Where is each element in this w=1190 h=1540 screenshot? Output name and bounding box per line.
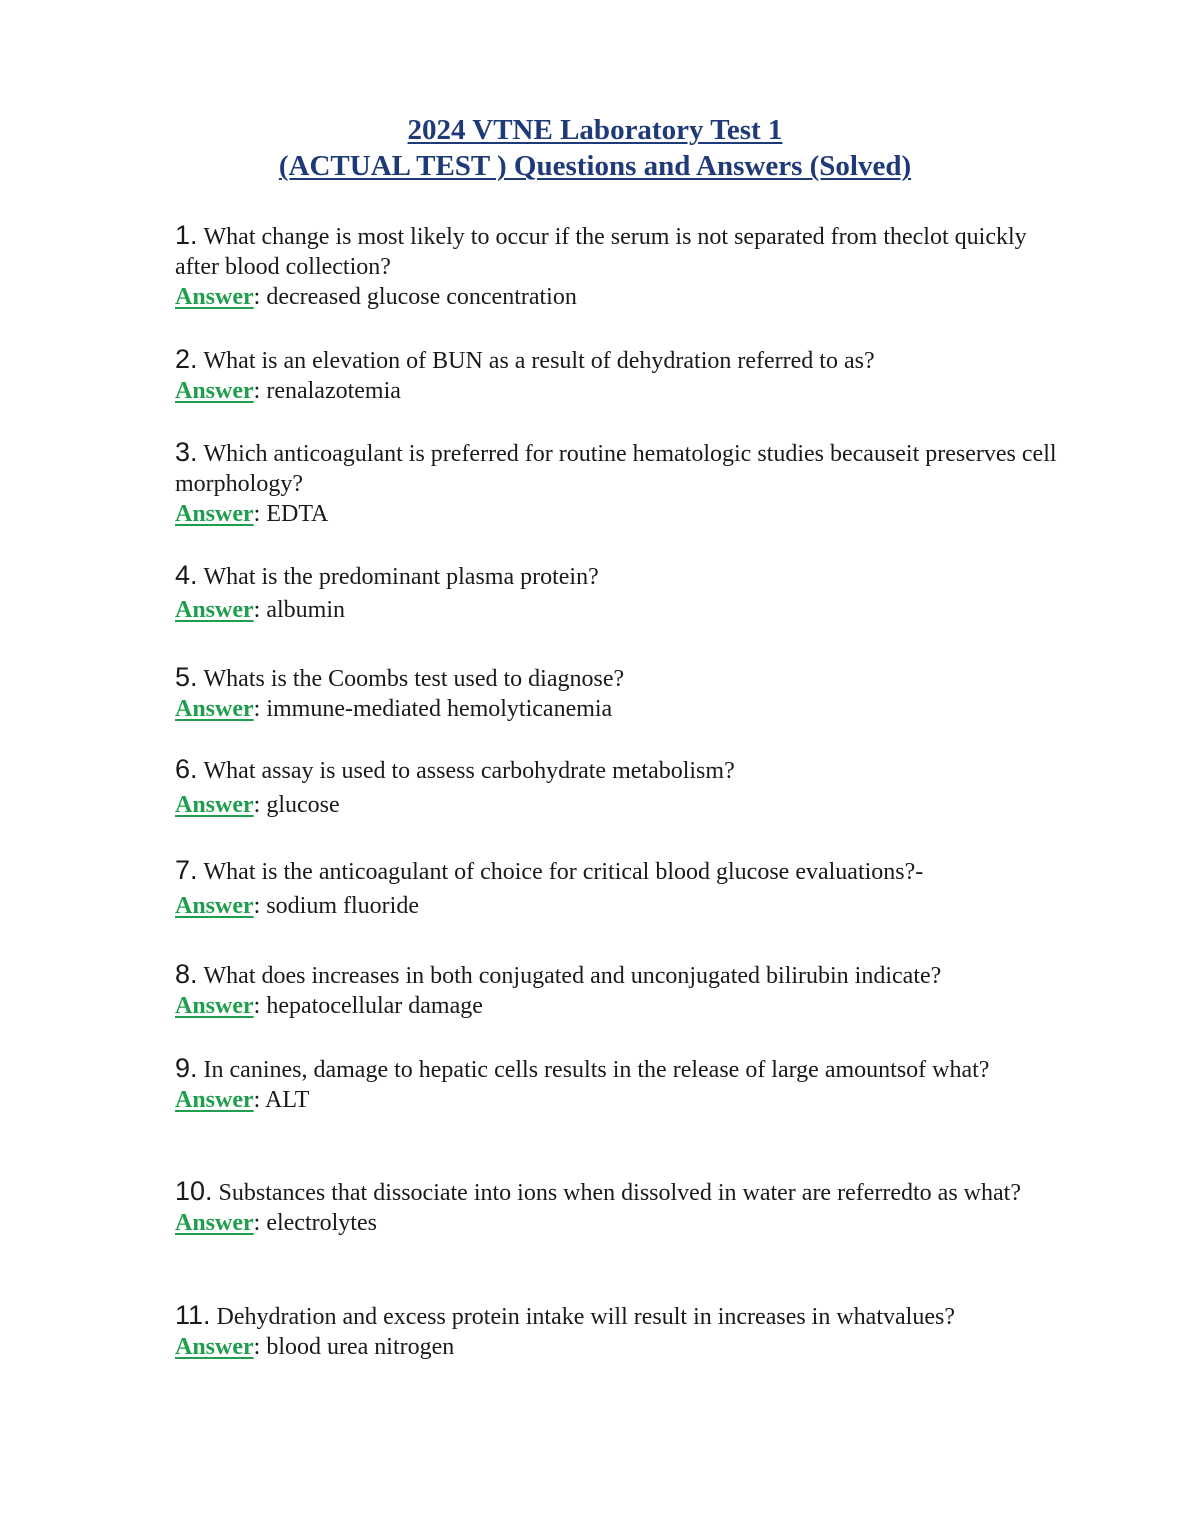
answer-line	[175, 694, 1075, 724]
answer-label: Answer	[175, 378, 254, 404]
answer-line	[175, 991, 1075, 1021]
answer-label: Answer	[175, 696, 254, 722]
question-item-9	[175, 1053, 1075, 1115]
question-item-10	[175, 1176, 1075, 1238]
answer-text: immune-mediated hemolyticanemia	[266, 696, 613, 722]
question-item-5	[175, 662, 1075, 724]
answer-text: ALT	[265, 1087, 310, 1113]
answer-separator: :	[253, 597, 261, 623]
answer-label: Answer	[175, 1087, 254, 1113]
question-text: Dehydration and excess protein intake will result in increases in whatvalues?	[216, 1304, 955, 1330]
answer-text: EDTA	[266, 501, 329, 527]
answer-label: Answer	[175, 284, 254, 310]
question-text: In canines, damage to hepatic cells results in the release of large amountsof what?	[203, 1057, 990, 1083]
answer-separator: :	[253, 993, 261, 1019]
answer-separator: :	[253, 696, 261, 722]
answer-separator: :	[253, 1210, 261, 1236]
answer-text: hepatocellular damage	[266, 993, 483, 1019]
answer-text: albumin	[266, 597, 345, 623]
answer-separator: :	[253, 284, 261, 310]
answer-line	[175, 376, 1075, 406]
question-text: Whats is the Coombs test used to diagnose?	[203, 666, 625, 692]
answer-text: blood urea nitrogen	[266, 1334, 455, 1360]
answer-label: Answer	[175, 893, 254, 919]
document-title	[0, 112, 1190, 184]
answer-line	[175, 499, 1075, 529]
question-number: 2.	[175, 344, 198, 374]
answer-separator: :	[253, 1334, 261, 1360]
question-text: What change is most likely to occur if the serum is not separated from theclot quickly after blood collection?	[175, 224, 1027, 280]
question-number: 8.	[175, 959, 198, 989]
question-item-1	[175, 220, 1075, 312]
question-number: 10.	[175, 1176, 213, 1206]
question-number: 1.	[175, 220, 198, 250]
question-item-3	[175, 437, 1075, 529]
question-text: What assay is used to assess carbohydrate metabolism?	[203, 758, 735, 784]
answer-label: Answer	[175, 1334, 254, 1360]
answer-text: glucose	[266, 792, 340, 818]
question-number: 6.	[175, 754, 198, 784]
title-line-2: (ACTUAL TEST ) Questions and Answers (Solved)	[278, 150, 912, 182]
answer-label: Answer	[175, 501, 254, 527]
question-number: 3.	[175, 437, 198, 467]
question-item-8	[175, 959, 1075, 1021]
answer-separator: :	[253, 893, 261, 919]
question-item-4	[175, 560, 1075, 625]
question-number: 4.	[175, 560, 198, 590]
answer-separator: :	[253, 378, 261, 404]
question-item-2	[175, 344, 1075, 406]
question-text: What does increases in both conjugated and unconjugated bilirubin indicate?	[203, 963, 942, 989]
answer-text: electrolytes	[266, 1210, 377, 1236]
answer-line	[175, 282, 1075, 312]
answer-line	[175, 1208, 1075, 1238]
answer-text: sodium fluoride	[266, 893, 419, 919]
answer-text: decreased glucose concentration	[266, 284, 577, 310]
answer-label: Answer	[175, 597, 254, 623]
answer-line	[175, 595, 1075, 625]
answer-separator: :	[253, 792, 261, 818]
question-item-11	[175, 1300, 1075, 1362]
title-line-1: 2024 VTNE Laboratory Test 1	[407, 114, 783, 146]
question-text: Which anticoagulant is preferred for routine hematologic studies becauseit preserves cell morphology?	[175, 441, 1057, 497]
question-item-6	[175, 754, 1075, 820]
answer-line	[175, 891, 1075, 921]
question-text: What is the anticoagulant of choice for critical blood glucose evaluations?-	[203, 859, 924, 885]
question-item-7	[175, 855, 1075, 921]
answer-label: Answer	[175, 993, 254, 1019]
question-number: 7.	[175, 855, 198, 885]
answer-text: renalazotemia	[266, 378, 401, 404]
question-text: Substances that dissociate into ions when dissolved in water are referredto as what?	[218, 1180, 1021, 1206]
question-number: 9.	[175, 1053, 198, 1083]
question-text: What is the predominant plasma protein?	[203, 564, 599, 590]
answer-line	[175, 1332, 1075, 1362]
question-number: 11.	[175, 1300, 211, 1330]
answer-separator: :	[253, 1087, 261, 1113]
answer-label: Answer	[175, 792, 254, 818]
answer-separator: :	[253, 501, 261, 527]
answer-line	[175, 790, 1075, 820]
question-text: What is an elevation of BUN as a result of dehydration referred to as?	[203, 348, 875, 374]
question-number: 5.	[175, 662, 198, 692]
answer-line	[175, 1085, 1075, 1115]
answer-label: Answer	[175, 1210, 254, 1236]
